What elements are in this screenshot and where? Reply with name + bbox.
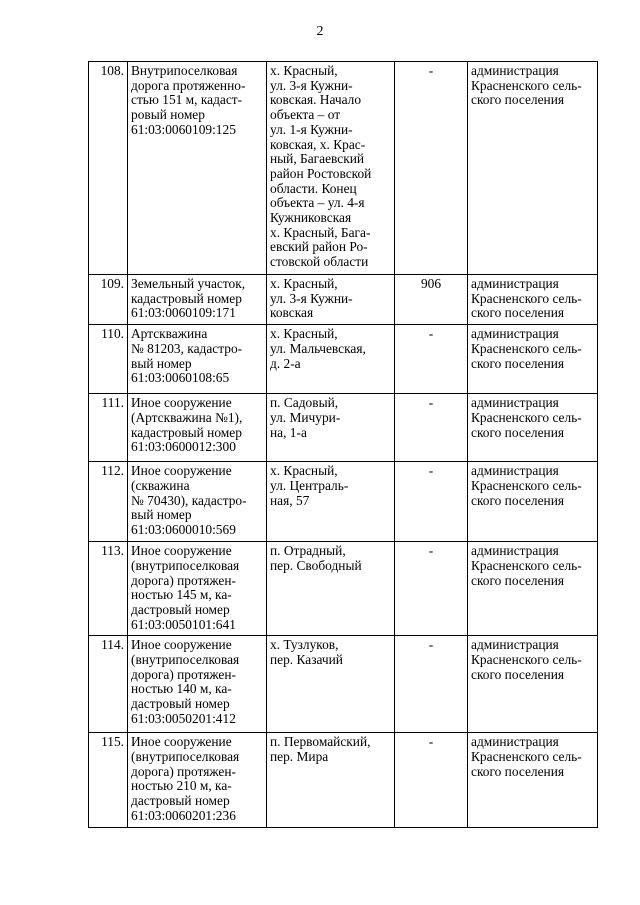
row-number-cell: 114. xyxy=(89,636,128,733)
address-line: х. Красный, xyxy=(270,276,338,291)
address-line: ул. Мальчевская, xyxy=(270,340,366,356)
holder-cell xyxy=(468,733,598,827)
object-name-line: 61:03:0060201:236 xyxy=(131,807,236,823)
object-name-cell xyxy=(128,394,267,462)
holder-line: ского поселения xyxy=(471,492,565,508)
address-line: на, 1-а xyxy=(270,424,307,440)
row-number-cell: 110. xyxy=(89,325,128,394)
object-name-line: Иное сооружение xyxy=(131,734,232,750)
object-name-line: (Артскважина №1), xyxy=(131,409,243,425)
table-body xyxy=(89,62,598,828)
address-line: Кужниковская xyxy=(270,210,352,226)
holder-line: администрация xyxy=(471,63,559,78)
address-line: п. Отрадный, xyxy=(270,543,346,559)
object-name-cell xyxy=(128,462,267,542)
area-cell: - xyxy=(395,394,468,462)
address-line: х. Красный, xyxy=(270,463,338,479)
object-name-line: кадастровый номер xyxy=(131,424,242,440)
holder-line: администрация xyxy=(471,637,559,653)
object-name-cell xyxy=(128,62,267,275)
object-name-cell xyxy=(128,636,267,733)
object-name-line: дастровый номер xyxy=(131,601,230,617)
holder-line: администрация xyxy=(471,734,559,750)
address-line: х. Красный, Бага- xyxy=(270,224,371,240)
address-line: ный, Багаевский xyxy=(270,151,365,167)
address-line: ул. 1-я Кужни- xyxy=(270,121,353,137)
area-cell: - xyxy=(395,462,468,542)
table-row xyxy=(89,636,598,733)
row-number-cell: 115. xyxy=(89,733,128,827)
object-name-line: Иное сооружение xyxy=(131,543,232,559)
holder-line: Красненского сель- xyxy=(471,557,582,573)
object-name-line: (внутрипоселковая xyxy=(131,749,240,765)
address-line: ковская. Начало xyxy=(270,92,362,108)
object-name-line: дорога) протяжен- xyxy=(131,666,236,682)
object-name-line: дорога протяженно- xyxy=(131,77,246,93)
object-name-line: Иное сооружение xyxy=(131,395,232,411)
address-line: д. 2-а xyxy=(270,355,301,371)
address-cell xyxy=(267,462,395,542)
row-number-cell: 109. xyxy=(89,275,128,325)
object-name-line: ностью 145 м, ка- xyxy=(131,587,232,603)
row-number-cell: 113. xyxy=(89,542,128,636)
object-name-line: ностью 210 м, ка- xyxy=(131,778,232,794)
object-name-cell xyxy=(128,733,267,827)
address-cell xyxy=(267,542,395,636)
object-name-line: ровый номер xyxy=(131,107,205,123)
address-line: х. Тузлуков, xyxy=(270,637,339,653)
object-name-line: № 81203, кадастро- xyxy=(131,340,243,356)
address-line: ул. 3-я Кужни- xyxy=(270,77,353,93)
object-name-line: 61:03:0060109:171 xyxy=(131,305,236,321)
holder-line: администрация xyxy=(471,395,559,411)
address-line: стовской области xyxy=(270,254,369,270)
holder-cell xyxy=(468,62,598,275)
address-line: х. Красный, xyxy=(270,63,338,78)
address-line: ковская xyxy=(270,305,314,321)
row-number-cell: 112. xyxy=(89,462,128,542)
address-cell xyxy=(267,275,395,325)
object-name-line: Внутрипоселковая xyxy=(131,63,238,78)
table-row xyxy=(89,275,598,325)
object-name-line: дастровый номер xyxy=(131,793,230,809)
object-name-cell xyxy=(128,542,267,636)
holder-line: ского поселения xyxy=(471,424,565,440)
row-number-cell: 111. xyxy=(89,394,128,462)
object-name-line: 61:03:0060108:65 xyxy=(131,370,230,386)
holder-line: ского поселения xyxy=(471,763,565,779)
holder-line: Красненского сель- xyxy=(471,340,582,356)
address-line: евский район Ро- xyxy=(270,239,368,255)
holder-cell xyxy=(468,462,598,542)
area-cell: - xyxy=(395,325,468,394)
object-name-line: вый номер xyxy=(131,507,192,523)
address-cell xyxy=(267,62,395,275)
object-name-line: ностью 140 м, ка- xyxy=(131,681,232,697)
object-name-line: № 70430), кадастро- xyxy=(131,492,247,508)
area-cell: - xyxy=(395,636,468,733)
object-name-line: 61:03:0600010:569 xyxy=(131,521,236,537)
object-name-line: 61:03:0050201:412 xyxy=(131,710,236,726)
object-name-line: Земельный участок, xyxy=(131,276,246,291)
holder-line: Красненского сель- xyxy=(471,652,582,668)
object-name-line: дорога) протяжен- xyxy=(131,572,236,588)
holder-cell xyxy=(468,636,598,733)
holder-cell xyxy=(468,325,598,394)
object-name-line: 61:03:0060109:125 xyxy=(131,121,236,137)
table-row xyxy=(89,325,598,394)
address-line: район Ростовской xyxy=(270,165,372,181)
table-row xyxy=(89,394,598,462)
object-name-cell xyxy=(128,275,267,325)
address-line: ковская, х. Крас- xyxy=(270,136,366,152)
area-cell: - xyxy=(395,733,468,827)
address-line: области. Конец xyxy=(270,180,357,196)
object-name-line: вый номер xyxy=(131,355,192,371)
address-line: п. Первомайский, xyxy=(270,734,371,750)
table-row xyxy=(89,733,598,827)
object-name-line: дастровый номер xyxy=(131,696,230,712)
address-cell xyxy=(267,636,395,733)
area-cell: 906 xyxy=(395,275,468,325)
object-name-line: 61:03:0050101:641 xyxy=(131,616,236,632)
address-line: ул. Мичури- xyxy=(270,409,341,425)
object-name-line: (внутрипоселковая xyxy=(131,652,240,668)
object-name-line: (скважина xyxy=(131,477,190,493)
holder-cell xyxy=(468,394,598,462)
holder-cell xyxy=(468,275,598,325)
object-name-line: Иное сооружение xyxy=(131,637,232,653)
holder-line: ского поселения xyxy=(471,355,565,371)
address-cell xyxy=(267,733,395,827)
address-line: пер. Свободный xyxy=(270,557,362,573)
holder-line: администрация xyxy=(471,543,559,559)
address-line: ул. 3-я Кужни- xyxy=(270,290,353,306)
table-row xyxy=(89,62,598,275)
area-cell: - xyxy=(395,62,468,275)
address-cell xyxy=(267,325,395,394)
address-line: объекта – ул. 4-я xyxy=(270,195,365,211)
property-registry-table xyxy=(88,61,598,828)
holder-line: Красненского сель- xyxy=(471,477,582,493)
address-cell xyxy=(267,394,395,462)
address-line: пер. Мира xyxy=(270,749,329,765)
holder-line: администрация xyxy=(471,326,559,342)
holder-line: Красненского сель- xyxy=(471,749,582,765)
object-name-line: кадастровый номер xyxy=(131,290,242,306)
object-name-line: дорога) протяжен- xyxy=(131,763,236,779)
area-cell: - xyxy=(395,542,468,636)
address-line: ул. Централь- xyxy=(270,477,349,493)
address-line: объекта – от xyxy=(270,107,341,123)
holder-line: ского поселения xyxy=(471,305,565,321)
object-name-line: 61:03:0600012:300 xyxy=(131,439,236,455)
table-row xyxy=(89,542,598,636)
table-row xyxy=(89,462,598,542)
object-name-line: (внутрипоселковая xyxy=(131,557,240,573)
holder-line: Красненского сель- xyxy=(471,409,582,425)
address-line: п. Садовый, xyxy=(270,395,339,411)
holder-line: ского поселения xyxy=(471,572,565,588)
holder-cell xyxy=(468,542,598,636)
address-line: х. Красный, xyxy=(270,326,338,342)
object-name-line: Артскважина xyxy=(131,326,208,342)
holder-line: Красненского сель- xyxy=(471,77,582,93)
holder-line: Красненского сель- xyxy=(471,290,582,306)
object-name-line: Иное сооружение xyxy=(131,463,232,479)
holder-line: ского поселения xyxy=(471,92,565,108)
holder-line: администрация xyxy=(471,276,559,291)
holder-line: ского поселения xyxy=(471,666,565,682)
object-name-cell xyxy=(128,325,267,394)
row-number-cell: 108. xyxy=(89,62,128,275)
address-line: пер. Казачий xyxy=(270,652,343,668)
page-number: 2 xyxy=(316,24,324,39)
object-name-line: стью 151 м, кадаст- xyxy=(131,92,243,108)
holder-line: администрация xyxy=(471,463,559,479)
address-line: ная, 57 xyxy=(270,492,310,508)
